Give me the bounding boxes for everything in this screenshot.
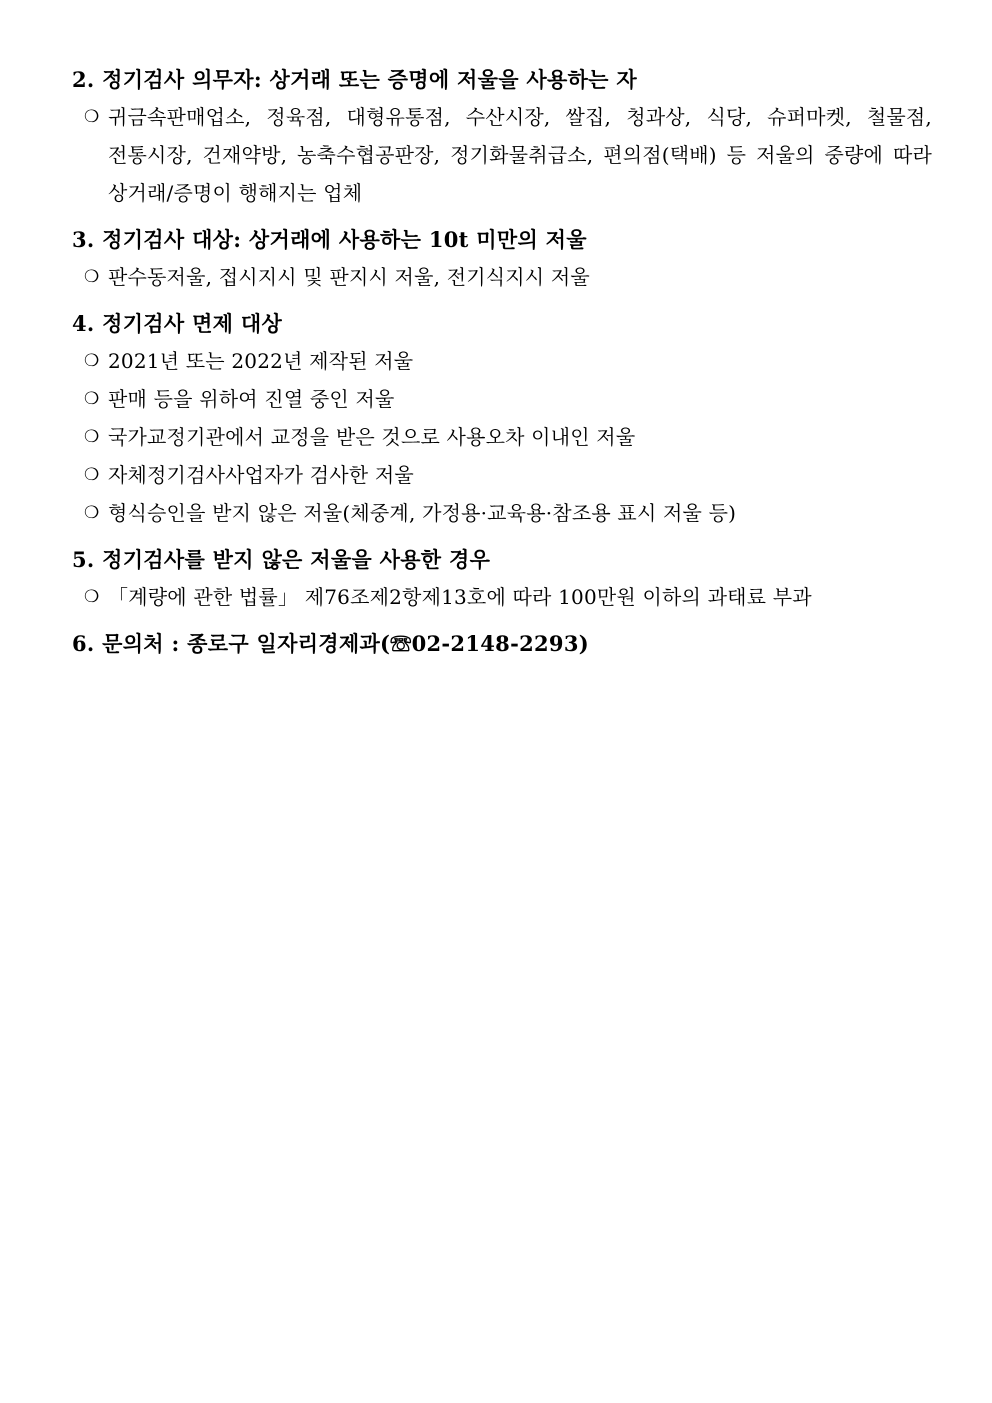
circle-bullet-icon: ❍ [84, 267, 100, 287]
section-contact [72, 626, 932, 662]
section-heading: 3. 정기검사 대상: 상거래에 사용하는 10t 미만의 저울 [72, 227, 587, 252]
section-heading: 5. 정기검사를 받지 않은 저울을 사용한 경우 [72, 547, 491, 572]
section-inspection-target [72, 222, 932, 296]
list-item-text: 국가교정기관에서 교정을 받은 것으로 사용오차 이내인 저울 [108, 425, 636, 449]
list-item [72, 380, 932, 418]
document-page [72, 62, 932, 672]
list-item [72, 578, 932, 616]
circle-bullet-icon: ❍ [84, 465, 100, 485]
list-item [72, 418, 932, 456]
list-item-text: 판수동저울, 접시지시 및 판지시 저울, 전기식지시 저울 [108, 265, 590, 289]
circle-bullet-icon: ❍ [84, 351, 100, 371]
section-inspection-obligor [72, 62, 932, 212]
list-item-text: 귀금속판매업소, 정육점, 대형유통점, 수산시장, 쌀집, 청과상, 식당, 슈퍼마켓, 철물점, 전통시장, 건재약방, 농축수협공판장, 정기화물취급소, 편의점(택배) 등 저울의 중량에 따라 상거래/증명이 행해지는 업체 [108, 105, 932, 205]
section-heading: 4. 정기검사 면제 대상 [72, 311, 283, 336]
list-item-text: 판매 등을 위하여 진열 중인 저울 [108, 387, 395, 411]
list-item-text: 「계량에 관한 법률」 제76조제2항제13호에 따라 100만원 이하의 과태료 부과 [108, 585, 812, 609]
list-item [72, 98, 932, 212]
list-item-text: 형식승인을 받지 않은 저울(체중계, 가정용·교육용·참조용 표시 저울 등) [108, 501, 737, 525]
list-item-text: 자체정기검사사업자가 검사한 저울 [108, 463, 414, 487]
section-heading: 2. 정기검사 의무자: 상거래 또는 증명에 저울을 사용하는 자 [72, 67, 637, 92]
circle-bullet-icon: ❍ [84, 427, 100, 447]
contact-heading: 6. 문의처 : 종로구 일자리경제과(☏02-2148-2293) [72, 631, 589, 656]
section-inspection-exemption [72, 306, 932, 532]
circle-bullet-icon: ❍ [84, 389, 100, 409]
section-penalty [72, 542, 932, 616]
circle-bullet-icon: ❍ [84, 503, 100, 523]
circle-bullet-icon: ❍ [84, 587, 100, 607]
list-item [72, 342, 932, 380]
list-item [72, 494, 932, 532]
list-item [72, 456, 932, 494]
list-item-text: 2021년 또는 2022년 제작된 저울 [108, 349, 414, 373]
circle-bullet-icon: ❍ [84, 107, 100, 127]
list-item [72, 258, 932, 296]
